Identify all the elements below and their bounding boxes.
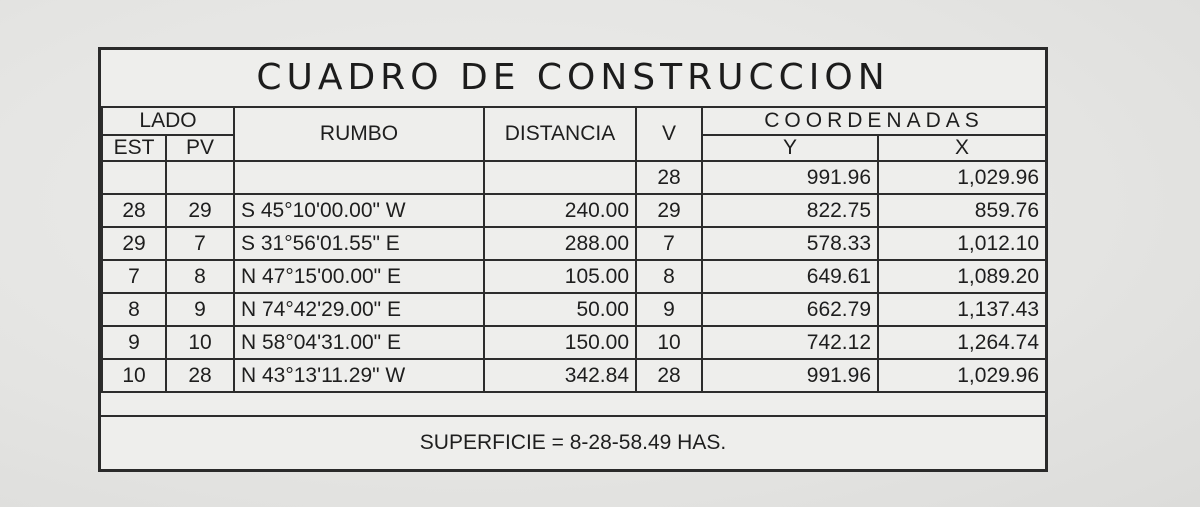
header-pv: PV bbox=[166, 135, 234, 161]
cell-v: 8 bbox=[636, 260, 702, 293]
cell-v: 9 bbox=[636, 293, 702, 326]
cell-rumbo: N 58°04'31.00" E bbox=[234, 326, 484, 359]
cell-x: 1,264.74 bbox=[878, 326, 1046, 359]
header-coordenadas: COORDENADAS bbox=[702, 107, 1046, 135]
cell-rumbo: N 74°42'29.00" E bbox=[234, 293, 484, 326]
header-distancia: DISTANCIA bbox=[484, 107, 636, 161]
table-row bbox=[102, 161, 1046, 194]
cell-est bbox=[102, 161, 166, 194]
cell-distancia: 342.84 bbox=[484, 359, 636, 392]
construction-table bbox=[101, 106, 1047, 393]
header-row-1 bbox=[102, 107, 1046, 135]
cell-est: 29 bbox=[102, 227, 166, 260]
cell-distancia bbox=[484, 161, 636, 194]
cell-pv: 29 bbox=[166, 194, 234, 227]
header-x: X bbox=[878, 135, 1046, 161]
header-v: V bbox=[636, 107, 702, 161]
table-row bbox=[102, 359, 1046, 392]
table-row bbox=[102, 227, 1046, 260]
cell-x: 1,029.96 bbox=[878, 161, 1046, 194]
cell-v: 28 bbox=[636, 161, 702, 194]
cell-pv: 10 bbox=[166, 326, 234, 359]
cell-y: 991.96 bbox=[702, 359, 878, 392]
cell-x: 1,012.10 bbox=[878, 227, 1046, 260]
cell-distancia: 240.00 bbox=[484, 194, 636, 227]
cell-rumbo: N 43°13'11.29" W bbox=[234, 359, 484, 392]
cell-y: 822.75 bbox=[702, 194, 878, 227]
cell-est: 8 bbox=[102, 293, 166, 326]
header-y: Y bbox=[702, 135, 878, 161]
table-title: CUADRO DE CONSTRUCCION bbox=[256, 57, 890, 98]
cell-x: 1,089.20 bbox=[878, 260, 1046, 293]
cell-v: 10 bbox=[636, 326, 702, 359]
cell-x: 1,137.43 bbox=[878, 293, 1046, 326]
cell-distancia: 50.00 bbox=[484, 293, 636, 326]
cell-x: 1,029.96 bbox=[878, 359, 1046, 392]
cell-pv: 9 bbox=[166, 293, 234, 326]
cell-rumbo bbox=[234, 161, 484, 194]
cell-v: 28 bbox=[636, 359, 702, 392]
table-row bbox=[102, 293, 1046, 326]
cell-distancia: 150.00 bbox=[484, 326, 636, 359]
cell-pv bbox=[166, 161, 234, 194]
cell-y: 742.12 bbox=[702, 326, 878, 359]
cell-distancia: 105.00 bbox=[484, 260, 636, 293]
cell-x: 859.76 bbox=[878, 194, 1046, 227]
cell-pv: 8 bbox=[166, 260, 234, 293]
cell-est: 7 bbox=[102, 260, 166, 293]
header-rumbo: RUMBO bbox=[234, 107, 484, 161]
header-lado: LADO bbox=[102, 107, 234, 135]
cell-y: 662.79 bbox=[702, 293, 878, 326]
cell-rumbo: N 47°15'00.00" E bbox=[234, 260, 484, 293]
cell-est: 10 bbox=[102, 359, 166, 392]
cell-v: 29 bbox=[636, 194, 702, 227]
cell-y: 578.33 bbox=[702, 227, 878, 260]
cell-rumbo: S 31°56'01.55" E bbox=[234, 227, 484, 260]
construction-table-frame bbox=[98, 47, 1048, 472]
cell-est: 28 bbox=[102, 194, 166, 227]
cell-pv: 28 bbox=[166, 359, 234, 392]
surface-total: SUPERFICIE = 8-28-58.49 HAS. bbox=[101, 415, 1045, 469]
cell-est: 9 bbox=[102, 326, 166, 359]
cell-y: 991.96 bbox=[702, 161, 878, 194]
cell-pv: 7 bbox=[166, 227, 234, 260]
header-est: EST bbox=[102, 135, 166, 161]
table-row bbox=[102, 326, 1046, 359]
table-row bbox=[102, 260, 1046, 293]
cell-rumbo: S 45°10'00.00" W bbox=[234, 194, 484, 227]
cell-y: 649.61 bbox=[702, 260, 878, 293]
cell-v: 7 bbox=[636, 227, 702, 260]
table-row bbox=[102, 194, 1046, 227]
cell-distancia: 288.00 bbox=[484, 227, 636, 260]
